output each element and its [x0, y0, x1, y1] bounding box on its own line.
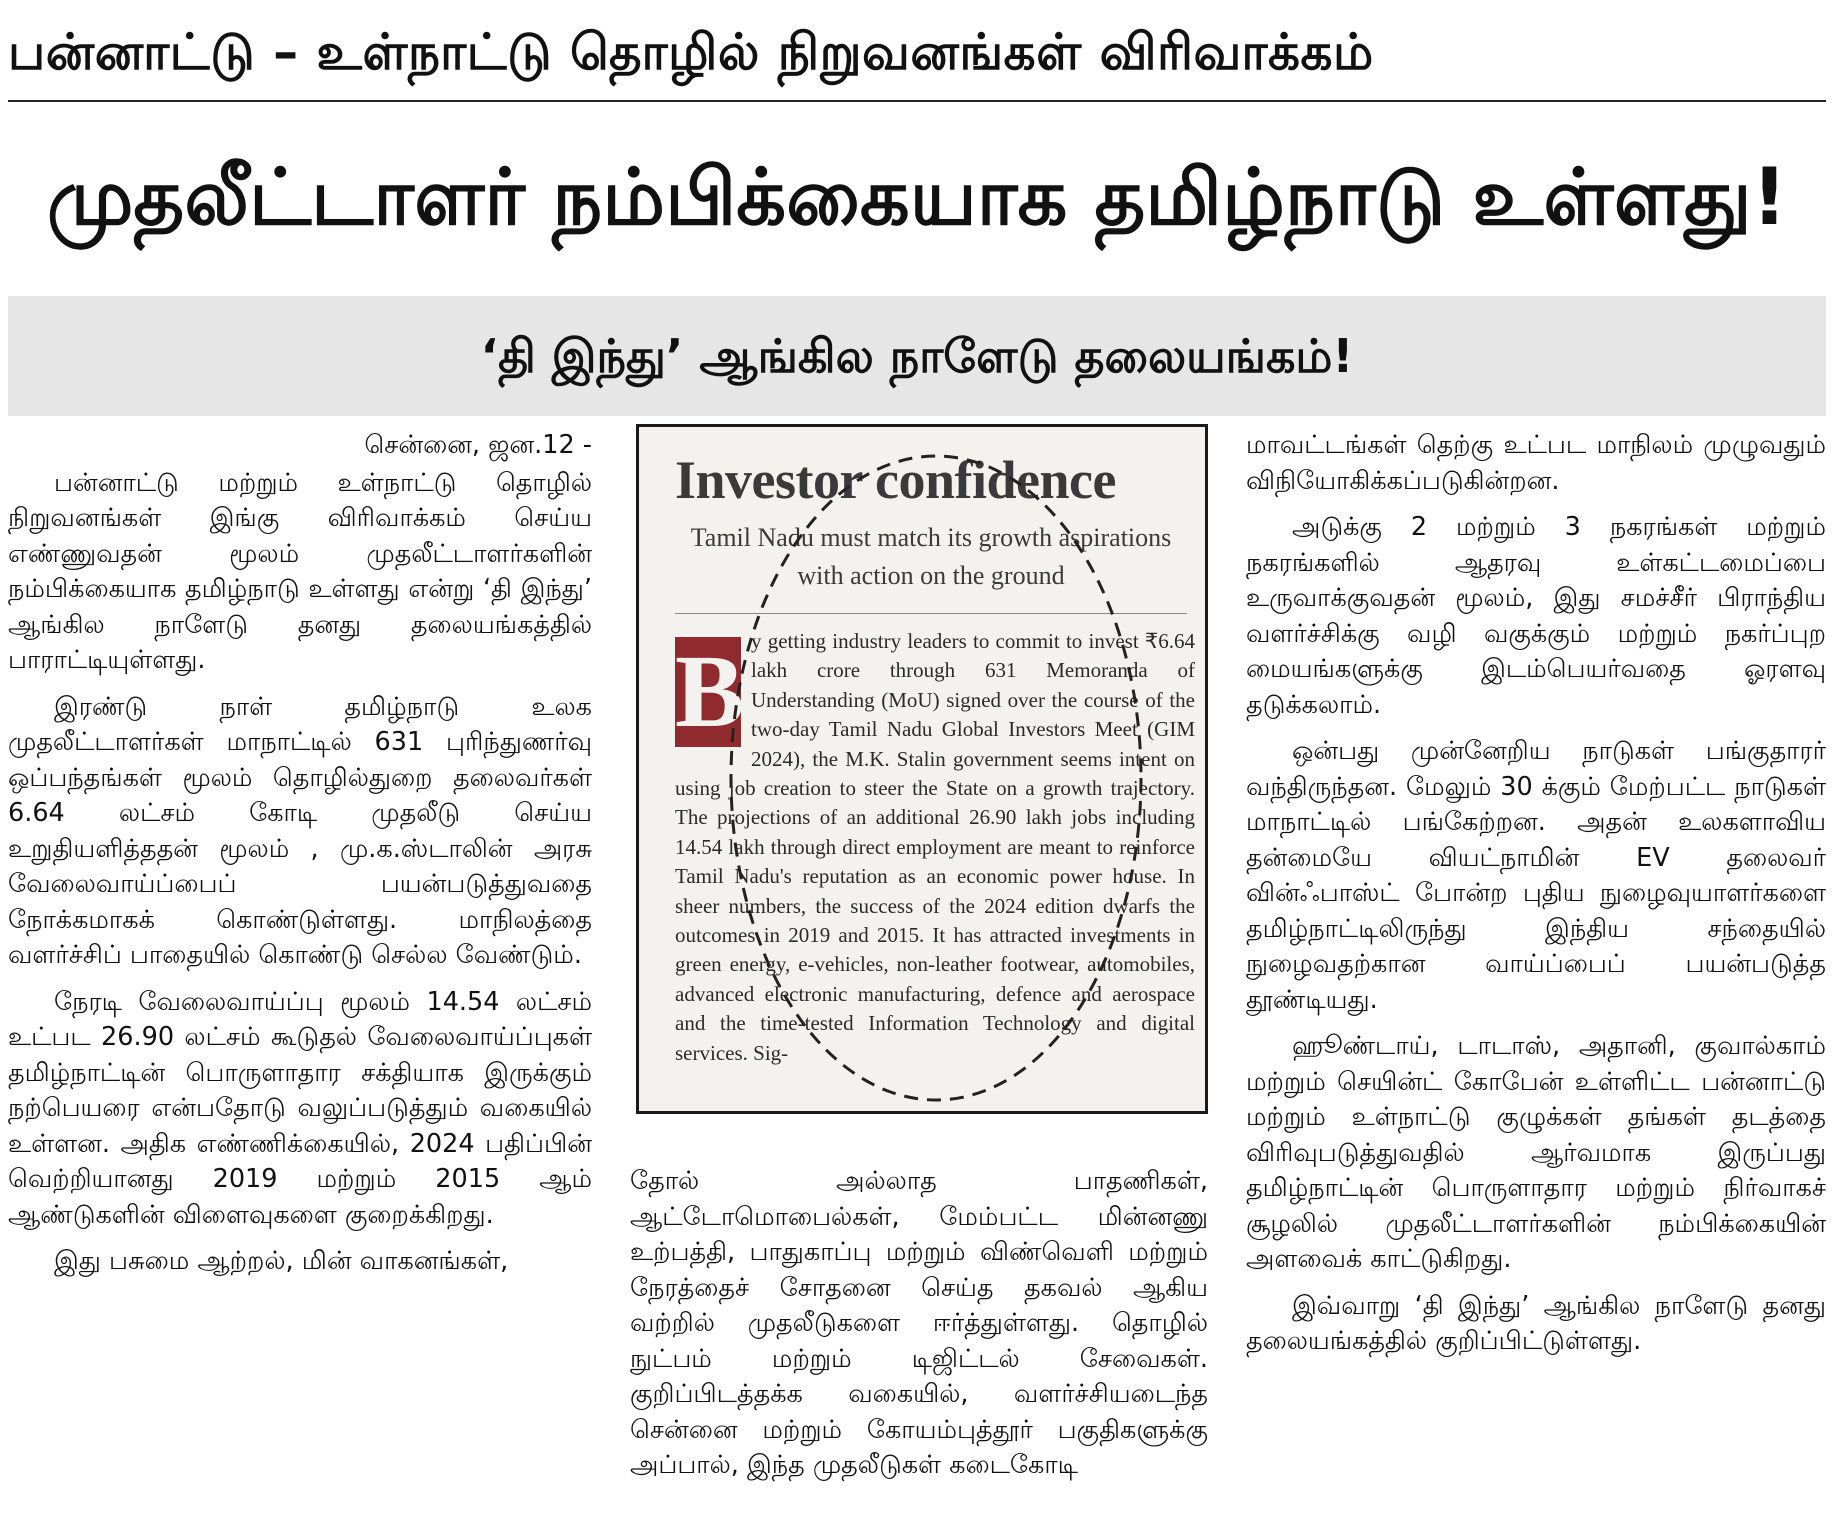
paragraph: ஹூண்டாய், டாடாஸ், அதானி, குவால்காம் மற்றும் செயின்ட் கோபேன் உள்ளிட்ட பன்னாட்டு மற்றும் உள்நாட்டு குழுக்கள் தங்கள் தடத்தை விரிவுபடுத்துவதில் ஆர்வமாக இருப்பது தமிழ்நாட்டின் பொருளாதார மற்றும் நிர்வாகச் சூழலில் முதலீட்டாளர்களின் நம்பிக்கையின் அளவைக் காட்டுகிறது. — [1246, 1031, 1826, 1274]
clipping-divider — [675, 613, 1187, 614]
paragraph: பன்னாட்டு மற்றும் உள்நாட்டு தொழில் நிறுவனங்கள் இங்கு விரிவாக்கம் செய்ய எண்ணுவதன் மூலம் முதலீட்டாளர்களின் நம்பிக்கையாக தமிழ்நாடு உள்ளது என்று ‘தி இந்து’ ஆங்கில நாளேடு தனது தலையங்கத்தில் பாராட்டியுள்ளது. — [8, 467, 592, 675]
paragraph: இவ்வாறு ‘தி இந்து’ ஆங்கில நாளேடு தனது தலையங்கத்தில் குறிப்பிட்டுள்ளது. — [1246, 1290, 1826, 1356]
paragraph: ஒன்பது முன்னேறிய நாடுகள் பங்குதாரர் வந்திருந்தன. மேலும் 30 க்கும் மேற்பட்ட நாடுகள் மாநாட்டில் பங்கேற்றன. அதன் உலகளாவிய தன்மையே வியட்நாமின் EV தலைவர் வின்ஃபாஸ்ட் போன்ற புதிய நுழைவுயாளர்களை தமிழ்நாட்டிலிருந்து இந்திய சந்தையில் நுழைவதற்கான வாய்ப்பைப் பயன்படுத்த தூண்டியது. — [1246, 736, 1826, 1015]
clipping-body — [675, 627, 1195, 1107]
clipping-dropcap: B — [675, 634, 745, 749]
dateline: சென்னை, ஜன.12 - — [364, 430, 592, 460]
article-column-2 — [630, 1164, 1208, 1520]
paragraph: நேரடி வேலைவாய்ப்பு மூலம் 14.54 லட்சம் உட்பட 26.90 லட்சம் கூடுதல் வேலைவாய்ப்புகள் தமிழ்நாட்டின் பொருளாதார சக்தியாக இருக்கும் நற்பெயரை என்பதோடு வலுப்படுத்தும் வகையில் உள்ளன. அதிக எண்ணிக்கையில், 2024 பதிப்பின் வெற்றியானது 2019 மற்றும் 2015 ஆம் ஆண்டுகளின் விளைவுகளை குறைக்கிறது. — [8, 986, 592, 1230]
paragraph: மாவட்டங்கள் தெற்கு உட்பட மாநிலம் முழுவதும் விநியோகிக்கப்படுகின்றன. — [1246, 430, 1826, 496]
subhead-band — [8, 296, 1826, 416]
clipping-title: Investor confidence — [675, 450, 1116, 510]
main-headline: முதலீட்டாளர் நம்பிக்கையாக தமிழ்நாடு உள்ளது! — [46, 153, 1788, 243]
subheadline: ‘தி இந்து’ ஆங்கில நாளேடு தலையங்கம்! — [480, 329, 1354, 383]
top-divider — [8, 100, 1826, 102]
kicker-headline: பன்னாட்டு – உள்நாட்டு தொழில் நிறுவனங்கள் விரிவாக்கம் — [8, 23, 1374, 81]
paragraph: இது பசுமை ஆற்றல், மின் வாகனங்கள், — [54, 1246, 509, 1276]
paragraph: தோல் அல்லாத பாதணிகள், ஆட்டோமொபைல்கள், மேம்பட்ட மின்னணு உற்பத்தி, பாதுகாப்பு மற்றும் விண்வெளி மற்றும் நேரத்தைச் சோதனை செய்த தகவல் ஆகிய வற்றில் முதலீடுகளை ஈர்த்துள்ளது. தொழில் நுட்பம் மற்றும் டிஜிட்டல் சேவைகள். குறிப்பிடத்தக்க வகையில், வளர்ச்சியடைந்த சென்னை மற்றும் கோயம்புத்தூர் பகுதிகளுக்கு அப்பால், இந்த முதலீடுகள் கடைகோடி — [630, 1166, 1208, 1480]
clipping-content — [661, 427, 1196, 1111]
editorial-clipping — [636, 424, 1208, 1114]
paragraph: அடுக்கு 2 மற்றும் 3 நகரங்கள் மற்றும் நகரங்களில் ஆதரவு உள்கட்டமைப்பை உருவாக்குவதன் மூலம், இது சமச்சீர் பிராந்திய வளர்ச்சிக்கு வழி வகுக்கும் மற்றும் நகர்ப்புற மையங்களுக்கு இடம்பெயர்வதை ஓரளவு தடுக்கலாம். — [1246, 512, 1826, 720]
paragraph: இரண்டு நாள் தமிழ்நாடு உலக முதலீட்டாளர்கள் மாநாட்டில் 631 புரிந்துணர்வு ஒப்பந்தங்கள் மூலம் தொழில்துறை தலைவர்கள் 6.64 லட்சம் கோடி முதலீடு செய்ய உறுதியளித்ததன் மூலம் , மு.க.ஸ்டாலின் அரசு வேலைவாய்ப்பைப் பயன்படுத்துவதை நோக்கமாகக் கொண்டுள்ளது. மாநிலத்தை வளர்ச்சிப் பாதையில் கொண்டு செல்ல வேண்டும். — [8, 691, 592, 970]
article-column-3 — [1246, 428, 1826, 1518]
article-column-1 — [8, 428, 592, 1518]
clipping-body-text: y getting industry leaders to commit to invest ₹6.64 lakh crore through 631 Memoranda of Understanding (MoU) signed over the course of the two-day Tamil Nadu Global Investors Meet (GIM 2024), the M.K. Stalin government seems intent on using job creation to steer the State on a growth trajectory. The projections of an additional 26.90 lakh jobs including 14.54 lakh through direct employment are meant to reinforce Tamil Nadu's reputation as an economic power house. In sheer numbers, the success of the 2024 edition dwarfs the outcomes in 2019 and 2015. It has attracted investments in green energy, e-vehicles, non-leather footwear, automobiles, advanced electronic manufacturing, defence and aerospace and the time-tested Information Technology and digital services. Sig- — [675, 629, 1195, 1065]
clipping-deck: Tamil Nadu must match its growth aspirations with action on the ground — [690, 523, 1172, 590]
